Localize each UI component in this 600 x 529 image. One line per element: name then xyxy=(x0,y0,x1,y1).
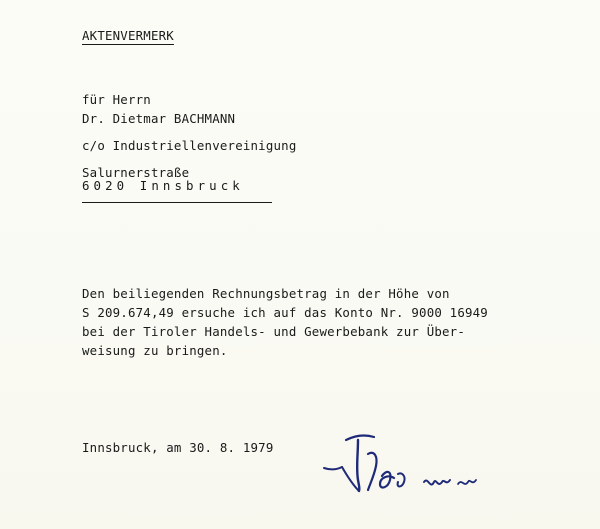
body-line-1: Den beiliegenden Rechnungsbetrag in der Höhe von xyxy=(82,286,450,301)
recipient-city: 6020 Innsbruck xyxy=(82,178,244,193)
recipient-salutation: für Herrn xyxy=(82,92,151,107)
body-line-4: weisung zu bringen. xyxy=(82,343,228,358)
body-line-3: bei der Tiroler Handels- und Gewerbebank zur Über- xyxy=(82,324,465,339)
place-date: Innsbruck, am 30. 8. 1979 xyxy=(82,440,274,455)
recipient-street: Salurnerstraße xyxy=(82,165,190,180)
memo-title: AKTENVERMERK xyxy=(82,28,174,43)
recipient-organization: c/o Industriellenvereinigung xyxy=(82,138,297,153)
recipient-name: Dr. Dietmar BACHMANN xyxy=(82,111,236,126)
body-line-2: S 209.674,49 ersuche ich auf das Konto Nr. 9000 16949 xyxy=(82,305,488,320)
address-divider xyxy=(82,202,272,203)
handwritten-signature xyxy=(318,428,498,508)
